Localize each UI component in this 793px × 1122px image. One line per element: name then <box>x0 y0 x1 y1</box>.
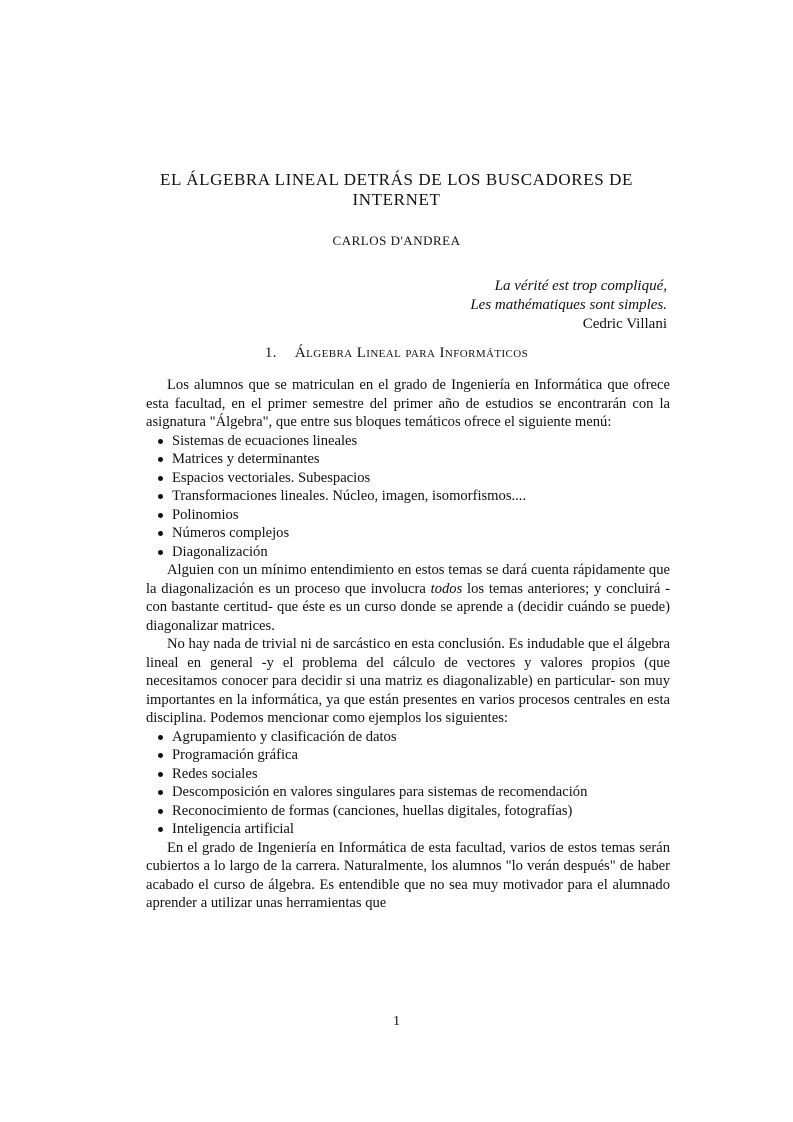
bullet-icon <box>158 476 163 481</box>
topics-list <box>146 432 670 562</box>
paragraph: No hay nada de trivial ni de sarcástico en esta conclusión. Es indudable que el álgebra lineal en general -y el problema del cálculo de vectores y valores propios (que necesitamos conocer para decidir si una matriz es diagonalizable) en particular- son muy importantes en la informática, ya que están presentes en varios procesos centrales en esta disciplina. Podemos mencionar como ejemplos los siguientes: <box>146 636 670 726</box>
page-number: 1 <box>393 1014 400 1029</box>
epigraph <box>470 277 667 334</box>
epigraph-line-2: Les mathématiques sont simples. <box>470 297 667 313</box>
list-item: Sistemas de ecuaciones lineales <box>146 432 670 451</box>
applications-list <box>146 728 670 839</box>
paragraph: Alguien con un mínimo entendimiento en estos temas se dará cuenta rápidamente que la diagonalización es un proceso que involucra todos los temas anteriores; y concluirá -con bastante certitud- que éste es un curso donde se aprende a (decidir cuándo se puede) diagonalizar matrices. <box>146 562 671 634</box>
bullet-icon <box>158 457 163 462</box>
list-item: Descomposición en valores singulares para sistemas de recomendación <box>146 783 670 802</box>
bullet-icon <box>158 550 163 555</box>
emphasis: todos <box>430 580 463 597</box>
bullet-icon <box>158 790 163 795</box>
bullet-icon <box>158 753 163 758</box>
list-item: Transformaciones lineales. Núcleo, imagen, isomorfismos.... <box>146 487 670 506</box>
list-item: Inteligencia artificial <box>146 820 670 839</box>
bullet-icon <box>158 772 163 777</box>
section-title: Álgebra Lineal para Informáticos <box>294 345 529 361</box>
section-number: 1. <box>264 345 277 361</box>
bullet-icon <box>158 494 163 499</box>
list-item: Redes sociales <box>146 765 670 784</box>
bullet-icon <box>158 735 163 740</box>
body-text <box>146 376 670 913</box>
list-item: Números complejos <box>146 524 670 543</box>
list-item: Espacios vectoriales. Subespacios <box>146 469 670 488</box>
bullet-icon <box>158 809 163 814</box>
paper-title: EL ÁLGEBRA LINEAL DETRÁS DE LOS BUSCADORES DE INTERNET <box>160 170 633 209</box>
section-heading <box>120 345 673 362</box>
author-name: CARLOS D'ANDREA <box>332 233 461 248</box>
list-item: Matrices y determinantes <box>146 450 670 469</box>
bullet-icon <box>158 513 163 518</box>
bullet-icon <box>158 439 163 444</box>
epigraph-attribution: Cedric Villani <box>582 316 667 332</box>
list-item: Polinomios <box>146 506 670 525</box>
bullet-icon <box>158 531 163 536</box>
paragraph: Los alumnos que se matriculan en el grado de Ingeniería en Informática que ofrece esta facultad, en el primer semestre del primer año de estudios se encontrarán con la asignatura "Álgebra", que entre sus bloques temáticos ofrece el siguiente menú: <box>146 377 670 430</box>
list-item: Diagonalización <box>146 543 670 562</box>
bullet-icon <box>158 827 163 832</box>
list-item: Agrupamiento y clasificación de datos <box>146 728 670 747</box>
paragraph: En el grado de Ingeniería en Informática de esta facultad, varios de estos temas serán cubiertos a lo largo de la carrera. Naturalmente, los alumnos "lo verán después" de haber acabado el curso de álgebra. Es entendible que no sea muy motivador para el alumnado aprender a utilizar unas herramientas que <box>146 839 670 911</box>
epigraph-line-1: La vérité est trop compliqué, <box>494 278 667 294</box>
list-item: Reconocimiento de formas (canciones, huellas digitales, fotografías) <box>146 802 670 821</box>
list-item: Programación gráfica <box>146 746 670 765</box>
